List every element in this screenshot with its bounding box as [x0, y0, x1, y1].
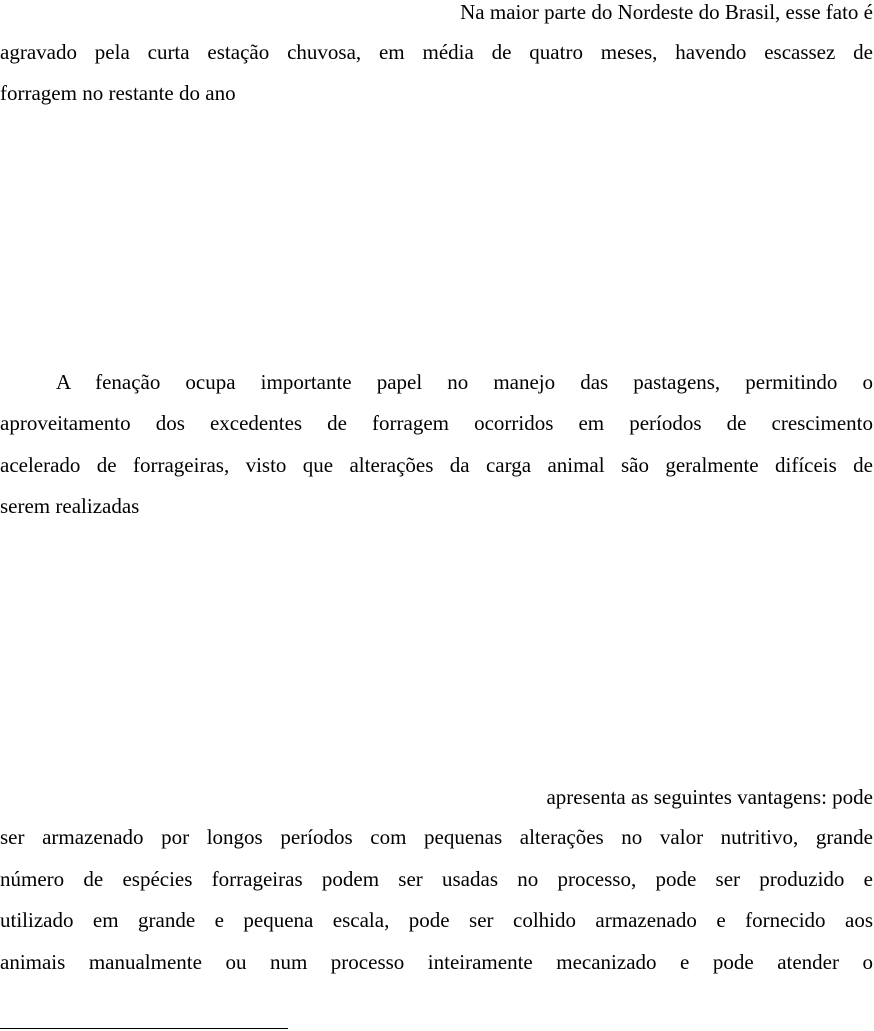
text-line: ser armazenado por longos períodos com pequenas alterações no valor nutritivo, grande — [0, 825, 873, 849]
text-line: utilizado em grande e pequena escala, pode ser colhido armazenado e fornecido aos — [0, 908, 873, 932]
text-line: animais manualmente ou num processo inteiramente mecanizado e pode atender o — [0, 950, 873, 974]
text-line: serem realizadas — [0, 494, 140, 518]
text-line: Na maior parte do Nordeste do Brasil, esse fato é — [460, 0, 873, 24]
text-line: apresenta as seguintes vantagens: pode — [546, 785, 873, 809]
footnote-separator — [0, 1028, 288, 1029]
text-line: aproveitamento dos excedentes de forragem ocorridos em períodos de crescimento — [0, 411, 873, 435]
text-line: número de espécies forrageiras podem ser usadas no processo, pode ser produzido e — [0, 867, 873, 891]
text-line: acelerado de forrageiras, visto que alterações da carga animal são geralmente difíceis de — [0, 453, 873, 477]
text-line: A fenação ocupa importante papel no manejo das pastagens, permitindo o — [56, 370, 873, 394]
text-line: forragem no restante do ano — [0, 81, 236, 105]
text-line: agravado pela curta estação chuvosa, em média de quatro meses, havendo escassez de — [0, 40, 873, 64]
